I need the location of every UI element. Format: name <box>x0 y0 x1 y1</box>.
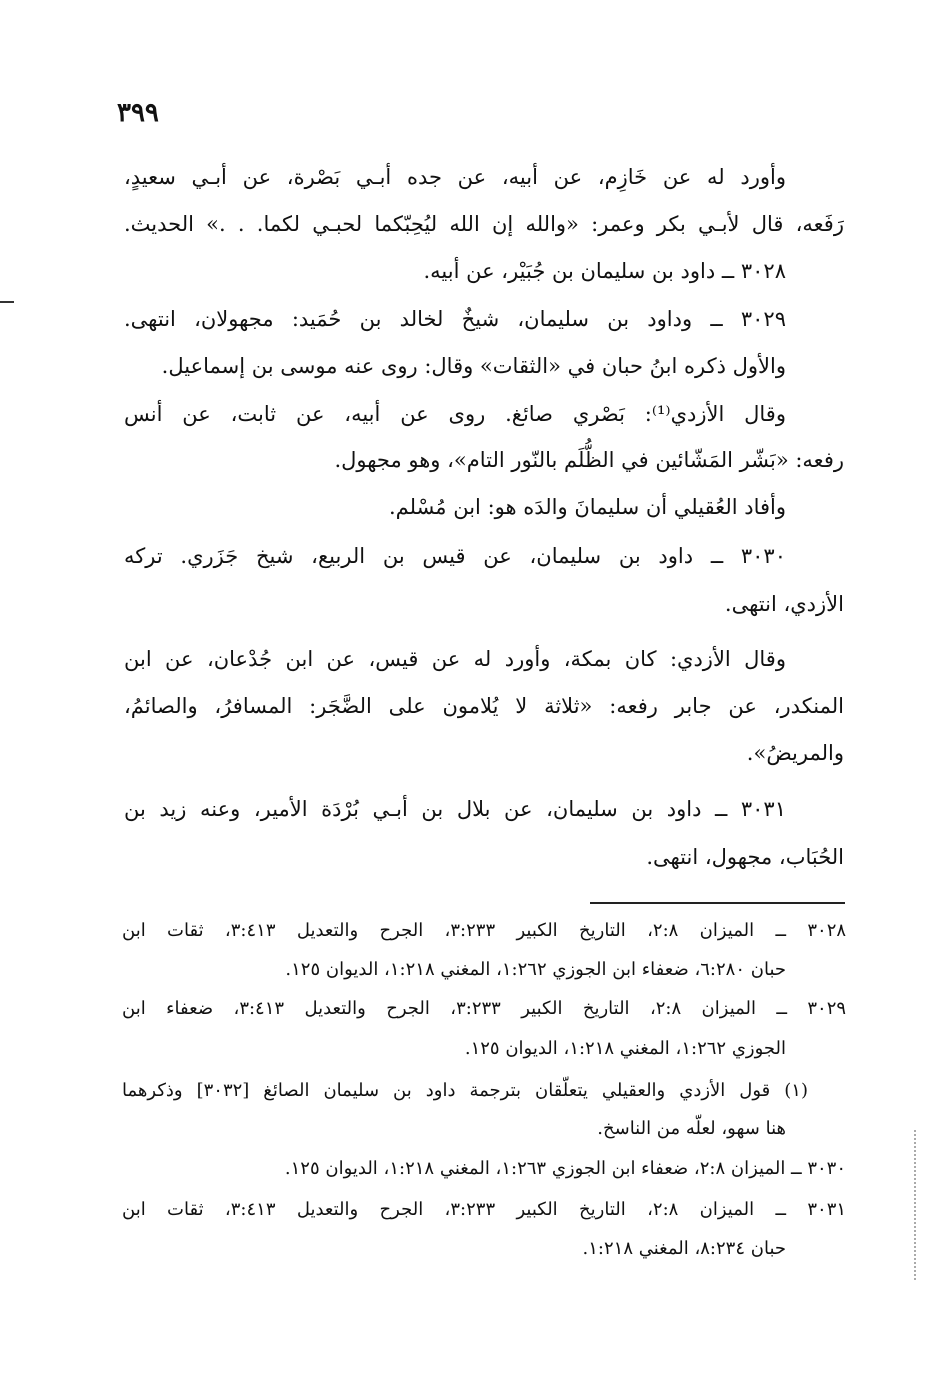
footnote-line: حبان ٨:٢٣٤، المغني ١:٢١٨. <box>582 1238 786 1259</box>
footnote-line: (١) قول الأزدي والعقيلي يتعلّقان بترجمة داود بن سليمان الصائغ [٣٠٣٢] وذكرهما <box>122 1080 808 1101</box>
scan-edge-mark <box>914 1130 918 1280</box>
entry-heading-3031: ٣٠٣١ ــ داود بن سليمان، عن بلال بن أبـي بُرْدَة الأمير، وعنه زيد بن <box>124 797 786 821</box>
entry-heading-3030: ٣٠٣٠ ــ داود بن سليمان، عن قيس بن الربيع، شيخ جَزَري. تركه <box>124 544 786 568</box>
body-line: وأفاد العُقيلي أن سليمانَ والدَه هو: ابن مُسْلم. <box>388 495 786 519</box>
footnote-line: ٣٠٣٠ ــ الميزان ٢:٨، ضعفاء ابن الجوزي ١:٢٦٣، المغني ١:٢١٨، الديوان ١٢٥. <box>284 1158 846 1179</box>
footnote-line: هنا سهو، لعلّه من الناسخ. <box>597 1118 786 1139</box>
body-line: وقال الأزدي⁽¹⁾: بَصْري صائغ. روى عن أبيه، عن ثابت، عن أنس <box>124 402 786 426</box>
body-line: والأول ذكره ابنُ حبان في «الثقات» وقال: روى عنه موسى بن إسماعيل. <box>161 354 786 378</box>
body-line: وقال الأزدي: كان بمكة، وأورد له عن قيس، عن ابن جُدْعان، عن ابن <box>124 647 786 671</box>
body-line: والمريضُ». <box>746 741 844 765</box>
page-number: ٣٩٩ <box>117 98 159 128</box>
margin-mark <box>0 301 14 303</box>
footnote-line: ٣٠٢٩ ــ الميزان ٢:٨، التاريخ الكبير ٣:٢٣٣، الجرح والتعديل ٣:٤١٣، ضعفاء ابن <box>122 998 847 1019</box>
footnote-separator <box>590 902 845 904</box>
body-line: الحُبَاب، مجهول، انتهى. <box>646 845 844 869</box>
body-line: الأزدي، انتهى. <box>724 592 844 616</box>
body-line: رَفَعه، قال لأبـي بكر وعمر: «والله إن الله ليُحِبّكما لحبـي لكما. . .» الحديث. <box>124 212 844 236</box>
body-line: رفعه: «بَشّر المَشّائين في الظُّلَم بالنّور التام»، وهو مجهول. <box>334 448 844 472</box>
footnote-line: ٣٠٣١ ــ الميزان ٢:٨، التاريخ الكبير ٣:٢٣٣، الجرح والتعديل ٣:٤١٣، ثقات ابن <box>122 1199 847 1220</box>
entry-heading-3028: ٣٠٢٨ ــ داود بن سليمان بن جُبَيْر، عن أبيه. <box>423 259 786 283</box>
footnote-line: ٣٠٢٨ ــ الميزان ٢:٨، التاريخ الكبير ٣:٢٣٣، الجرح والتعديل ٣:٤١٣، ثقات ابن <box>122 920 847 941</box>
footnote-line: حبان ٦:٢٨٠، ضعفاء ابن الجوزي ١:٢٦٢، المغني ١:٢١٨، الديوان ١٢٥. <box>285 959 786 980</box>
body-line: وأورد له عن خَازِم، عن أبيه، عن جده أبـي بَصْرة، عن أبـي سعيدٍ، <box>124 165 786 189</box>
entry-heading-3029: ٣٠٢٩ ــ وداود بن سليمان، شيخٌ لخالد بن حُمَيد: مجهولان، انتهى. <box>124 307 786 331</box>
body-line: المنكدر، عن جابر رفعه: «ثلاثة لا يُلامون على الضَّجَر: المسافرُ، والصائمُ، <box>124 694 844 718</box>
footnote-line: الجوزي ١:٢٦٢، المغني ١:٢١٨، الديوان ١٢٥. <box>464 1038 786 1059</box>
